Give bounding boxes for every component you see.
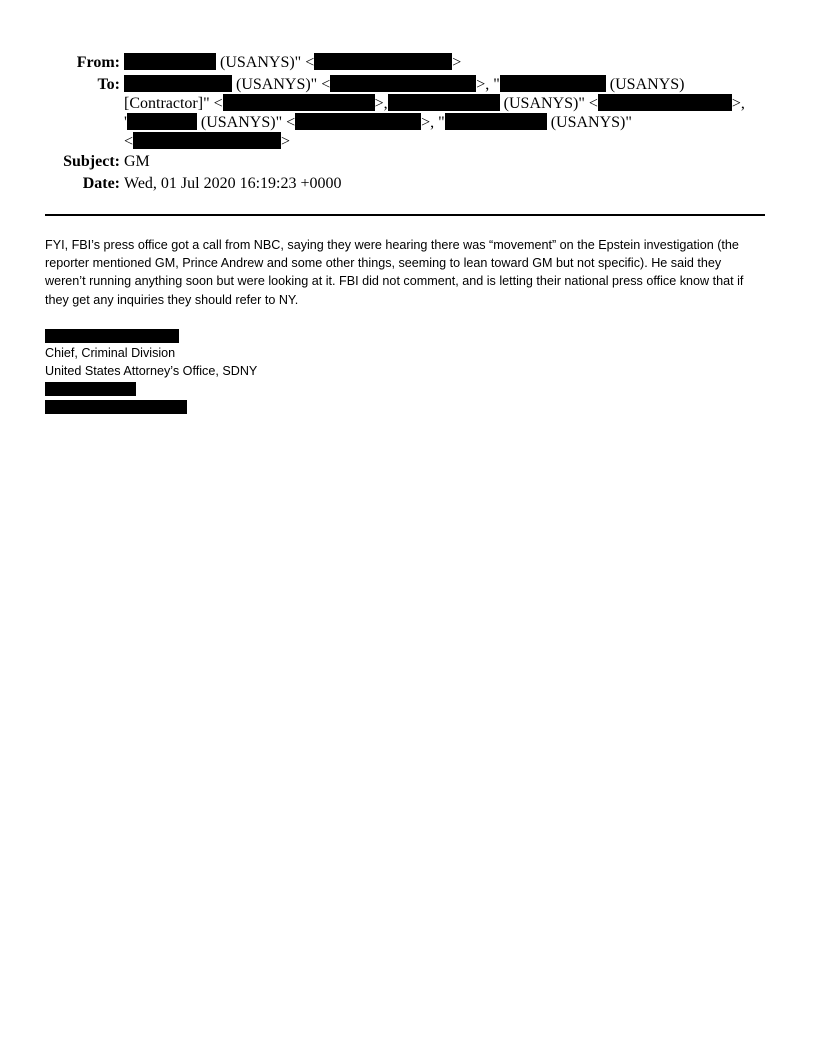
- redaction-bar: [598, 94, 732, 111]
- redaction-bar: [223, 94, 375, 111]
- from-label: From:: [76, 54, 120, 71]
- subject-value: GM: [124, 153, 150, 170]
- to-line3-b: (USANYS)" <: [196, 114, 296, 131]
- redaction-bar: [124, 75, 232, 92]
- date-label: Date:: [82, 175, 120, 192]
- date-value: Wed, 01 Jul 2020 16:19:23 +0000: [124, 175, 342, 192]
- to-line1-a: (USANYS)" <: [232, 76, 331, 93]
- redaction-bar: [124, 53, 216, 70]
- redaction-bar: [314, 53, 452, 70]
- to-label: To:: [97, 76, 120, 93]
- redaction-bar: [500, 75, 606, 92]
- to-row-continued: [124, 132, 290, 151]
- redaction-bar: [330, 75, 476, 92]
- signature-title: Chief, Criminal Division: [45, 346, 176, 360]
- redaction-bar: [133, 132, 281, 149]
- to-line1-c: (USANYS): [605, 76, 685, 93]
- redaction-bar: [45, 329, 179, 343]
- message-body: [45, 236, 765, 309]
- to-line2-d: >,: [731, 95, 745, 112]
- to-line4-b: >: [281, 133, 291, 150]
- redaction-bar: [445, 113, 547, 130]
- to-line3-d: (USANYS)": [546, 114, 632, 131]
- to-line3-c: >, ": [421, 114, 445, 131]
- message-paragraph: FYI, FBI’s press office got a call from NBC, saying they were hearing there was “movement” on the Epstein investigation (the reporter mentioned GM, Prince Andrew and some other things, seeming to lean toward GM but not specific). He said they weren’t running anything soon but were looking at it. FBI did not comment, and is letting their national press office know that if they get any inquiries they should refer to NY.: [45, 238, 744, 307]
- from-close: >: [452, 54, 462, 71]
- to-line4-a: <: [124, 133, 134, 150]
- to-line2-a: [Contractor]" <: [124, 95, 223, 112]
- redaction-bar: [295, 113, 421, 130]
- header-divider: [45, 214, 765, 216]
- to-row-continued: [124, 94, 745, 113]
- to-row-continued: [124, 113, 632, 132]
- subject-label: Subject:: [63, 153, 120, 170]
- to-line1-b: >, ": [476, 76, 500, 93]
- redaction-bar: [45, 400, 187, 414]
- from-name-suffix: (USANYS)" <: [216, 54, 315, 71]
- redaction-bar: [388, 94, 500, 111]
- redaction-bar: [127, 113, 197, 130]
- to-line3-a: ': [124, 114, 127, 131]
- redaction-bar: [45, 382, 136, 396]
- to-line2-b: >,: [374, 95, 388, 112]
- to-line2-c: (USANYS)" <: [499, 95, 598, 112]
- signature-office: United States Attorney’s Office, SDNY: [45, 364, 258, 378]
